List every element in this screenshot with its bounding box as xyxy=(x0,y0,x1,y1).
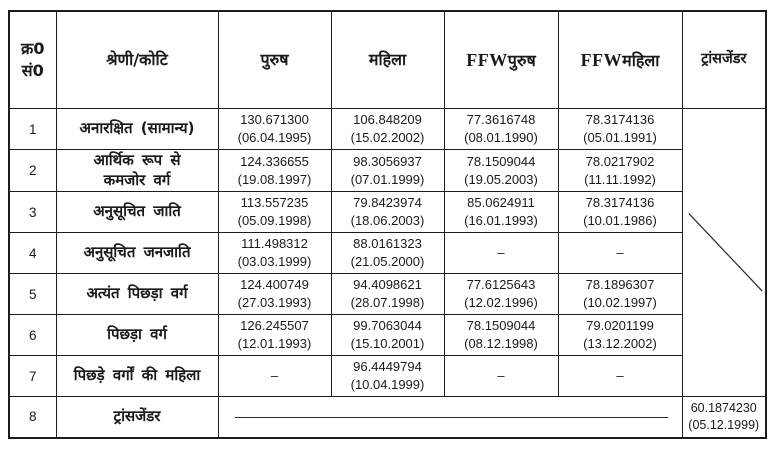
serial-header-line2: सं0 xyxy=(21,61,44,80)
serial-cell xyxy=(9,233,56,274)
cutoff-value: 77.6125643 xyxy=(466,277,536,293)
table-row xyxy=(9,233,766,274)
mahila-cell xyxy=(331,150,444,192)
table-body xyxy=(9,109,766,438)
cutoff-date: (10.01.1986) xyxy=(583,213,657,228)
cutoff-date: (05.12.1999) xyxy=(688,417,760,432)
purush-cell xyxy=(218,315,331,356)
purush-cell xyxy=(218,109,331,150)
serial-number: 4 xyxy=(28,245,37,261)
transgender-merged-cell xyxy=(682,109,766,397)
category-label: अनुसूचित जाति xyxy=(93,202,181,221)
diagonal-line xyxy=(683,211,766,294)
cutoff-date: (08.12.1998) xyxy=(464,336,538,351)
cutoff-value: 60.1874230 xyxy=(690,400,757,415)
serial-number: 1 xyxy=(28,121,37,137)
mahila-cell xyxy=(331,192,444,233)
cutoff-date: (27.03.1993) xyxy=(237,295,312,310)
cutoff-value: 111.498312 xyxy=(241,236,308,252)
cutoff-date: (10.02.1997) xyxy=(583,295,657,310)
cutoff-date: (15.02.2002) xyxy=(350,130,425,145)
serial-number: 7 xyxy=(28,368,37,384)
cutoff-date: (19.05.2003) xyxy=(464,171,538,187)
col-header-serial xyxy=(9,11,56,109)
serial-number: 8 xyxy=(28,409,37,425)
category-cell xyxy=(56,397,218,438)
category-label: अनुसूचित जनजाति xyxy=(83,243,191,262)
purush-cell xyxy=(218,274,331,315)
table-row xyxy=(9,274,766,315)
category-label: पिछड़े वर्गों की महिला xyxy=(73,366,201,385)
mahila-cell xyxy=(331,233,444,274)
cutoff-date: (11.11.1992) xyxy=(584,171,656,187)
ffw-mahila-cell xyxy=(558,150,682,192)
category-cell xyxy=(56,109,218,150)
category-label: ट्रांसजेंडर xyxy=(113,407,161,425)
table-row xyxy=(9,150,766,192)
cutoff-date: (10.04.1999) xyxy=(350,377,425,392)
purush-cell xyxy=(218,356,331,397)
mahila-cell xyxy=(331,356,444,397)
cutoff-value: 85.0624911 xyxy=(467,195,535,211)
col-header-ffw-mahila xyxy=(558,11,682,109)
cutoff-value: 98.3056937 xyxy=(353,153,422,169)
serial-number: 3 xyxy=(28,204,37,220)
cutoff-date: (16.01.1993) xyxy=(464,213,538,228)
mahila-cell xyxy=(331,315,444,356)
category-cell xyxy=(56,315,218,356)
ffw-purush-label: पुरुष xyxy=(507,50,536,70)
cutoff-value: 78.1509044 xyxy=(466,318,536,334)
purush-cell xyxy=(218,233,331,274)
ffw-purush-cell xyxy=(444,192,558,233)
cutoff-date: (06.04.1995) xyxy=(237,130,312,145)
cutoff-value: 113.557235 xyxy=(240,195,309,211)
cutoff-value: 124.336655 xyxy=(240,153,309,169)
cutoff-date: (13.12.2002) xyxy=(583,336,657,351)
col-header-category: श्रेणी/कोटि xyxy=(56,11,218,109)
cutoff-date: (18.06.2003) xyxy=(350,213,425,228)
ffw-purush-cell xyxy=(444,356,558,397)
ffw-purush-cell xyxy=(444,274,558,315)
strike-line xyxy=(235,417,668,418)
ffw-mahila-cell xyxy=(558,233,682,274)
category-label: आर्थिक रूप से xyxy=(93,151,181,169)
mahila-cell xyxy=(331,109,444,150)
cutoff-date: (12.02.1996) xyxy=(464,295,538,310)
category-label: अनारक्षित (सामान्य) xyxy=(79,119,195,138)
category-cell xyxy=(56,274,218,315)
cutoff-date: (19.08.1997) xyxy=(237,171,312,187)
serial-cell xyxy=(9,397,56,438)
ffw-mahila-label: महिला xyxy=(622,50,660,70)
cutoff-value: 79.0201199 xyxy=(586,318,654,334)
ffw-purush-cell xyxy=(444,109,558,150)
cutoff-value: 96.4449794 xyxy=(353,359,422,375)
cutoff-date: (05.09.1998) xyxy=(237,213,312,228)
cutoff-value: 78.3174136 xyxy=(585,195,655,211)
transgender-value-cell xyxy=(682,397,766,438)
cutoff-date: (15.10.2001) xyxy=(350,336,425,351)
cutoff-value: 78.0217902 xyxy=(585,153,655,169)
cutoff-value: 94.4098621 xyxy=(353,277,422,293)
merged-strike-cell xyxy=(218,397,682,438)
ffw-purush-cell xyxy=(444,233,558,274)
mahila-cell xyxy=(331,274,444,315)
category-cell xyxy=(56,192,218,233)
cutoff-value: – xyxy=(616,245,624,261)
reservation-cutoff-table xyxy=(8,10,767,439)
purush-cell xyxy=(218,192,331,233)
cutoff-value: 78.1509044 xyxy=(466,153,536,169)
table-row-transgender xyxy=(9,397,766,438)
cutoff-value: 130.671300 xyxy=(240,112,309,128)
cutoff-value: – xyxy=(497,245,505,261)
ffw-prefix: FFW xyxy=(466,49,508,70)
cutoff-value: – xyxy=(270,368,279,384)
col-header-purush: पुरुष xyxy=(218,11,331,109)
ffw-mahila-cell xyxy=(558,315,682,356)
ffw-purush-cell xyxy=(444,150,558,192)
cutoff-value: 78.1896307 xyxy=(585,277,655,293)
serial-cell xyxy=(9,315,56,356)
table-row xyxy=(9,109,766,150)
serial-cell xyxy=(9,109,56,150)
serial-number: 5 xyxy=(28,286,37,302)
cutoff-value: – xyxy=(616,368,624,384)
category-label: पिछड़ा वर्ग xyxy=(107,325,167,344)
cutoff-date: (05.01.1991) xyxy=(583,130,657,145)
ffw-prefix: FFW xyxy=(580,49,623,70)
category-label: अत्यंत पिछड़ा वर्ग xyxy=(86,284,188,303)
ffw-mahila-cell xyxy=(558,109,682,150)
cutoff-value: 88.0161323 xyxy=(353,236,422,252)
ffw-mahila-cell xyxy=(558,356,682,397)
cutoff-value: 79.8423974 xyxy=(353,195,422,211)
cutoff-value: – xyxy=(497,368,505,384)
col-header-ffw-purush xyxy=(444,11,558,109)
cutoff-value: 99.7063044 xyxy=(353,318,422,334)
cutoff-date: (21.05.2000) xyxy=(350,254,425,269)
table-header-row xyxy=(9,11,766,109)
serial-header-line1: क्र0 xyxy=(21,39,45,59)
cutoff-date: (07.01.1999) xyxy=(350,171,425,187)
col-header-transgender: ट्रांसजेंडर xyxy=(682,11,766,109)
col-header-mahila: महिला xyxy=(331,11,444,109)
ffw-mahila-cell xyxy=(558,274,682,315)
table-row xyxy=(9,356,766,397)
serial-number: 6 xyxy=(28,327,37,343)
purush-cell xyxy=(218,150,331,192)
table-row xyxy=(9,315,766,356)
category-cell xyxy=(56,356,218,397)
serial-cell xyxy=(9,192,56,233)
cutoff-date: (03.03.1999) xyxy=(237,254,312,269)
cutoff-value: 124.400749 xyxy=(240,277,309,293)
category-label-line2: कमजोर वर्ग xyxy=(103,170,171,189)
serial-number: 2 xyxy=(28,163,37,178)
ffw-purush-cell xyxy=(444,315,558,356)
cutoff-date: (28.07.1998) xyxy=(350,295,425,310)
ffw-mahila-cell xyxy=(558,192,682,233)
cutoff-value: 77.3616748 xyxy=(466,112,536,128)
table-row xyxy=(9,192,766,233)
cutoff-value: 78.3174136 xyxy=(585,112,655,128)
category-cell xyxy=(56,150,218,192)
category-cell xyxy=(56,233,218,274)
serial-cell xyxy=(9,274,56,315)
cutoff-date: (12.01.1993) xyxy=(237,336,312,351)
serial-cell xyxy=(9,356,56,397)
cutoff-value: 126.245507 xyxy=(240,318,309,334)
cutoff-date: (08.01.1990) xyxy=(464,130,538,145)
serial-cell xyxy=(9,150,56,192)
cutoff-value: 106.848209 xyxy=(353,112,422,128)
